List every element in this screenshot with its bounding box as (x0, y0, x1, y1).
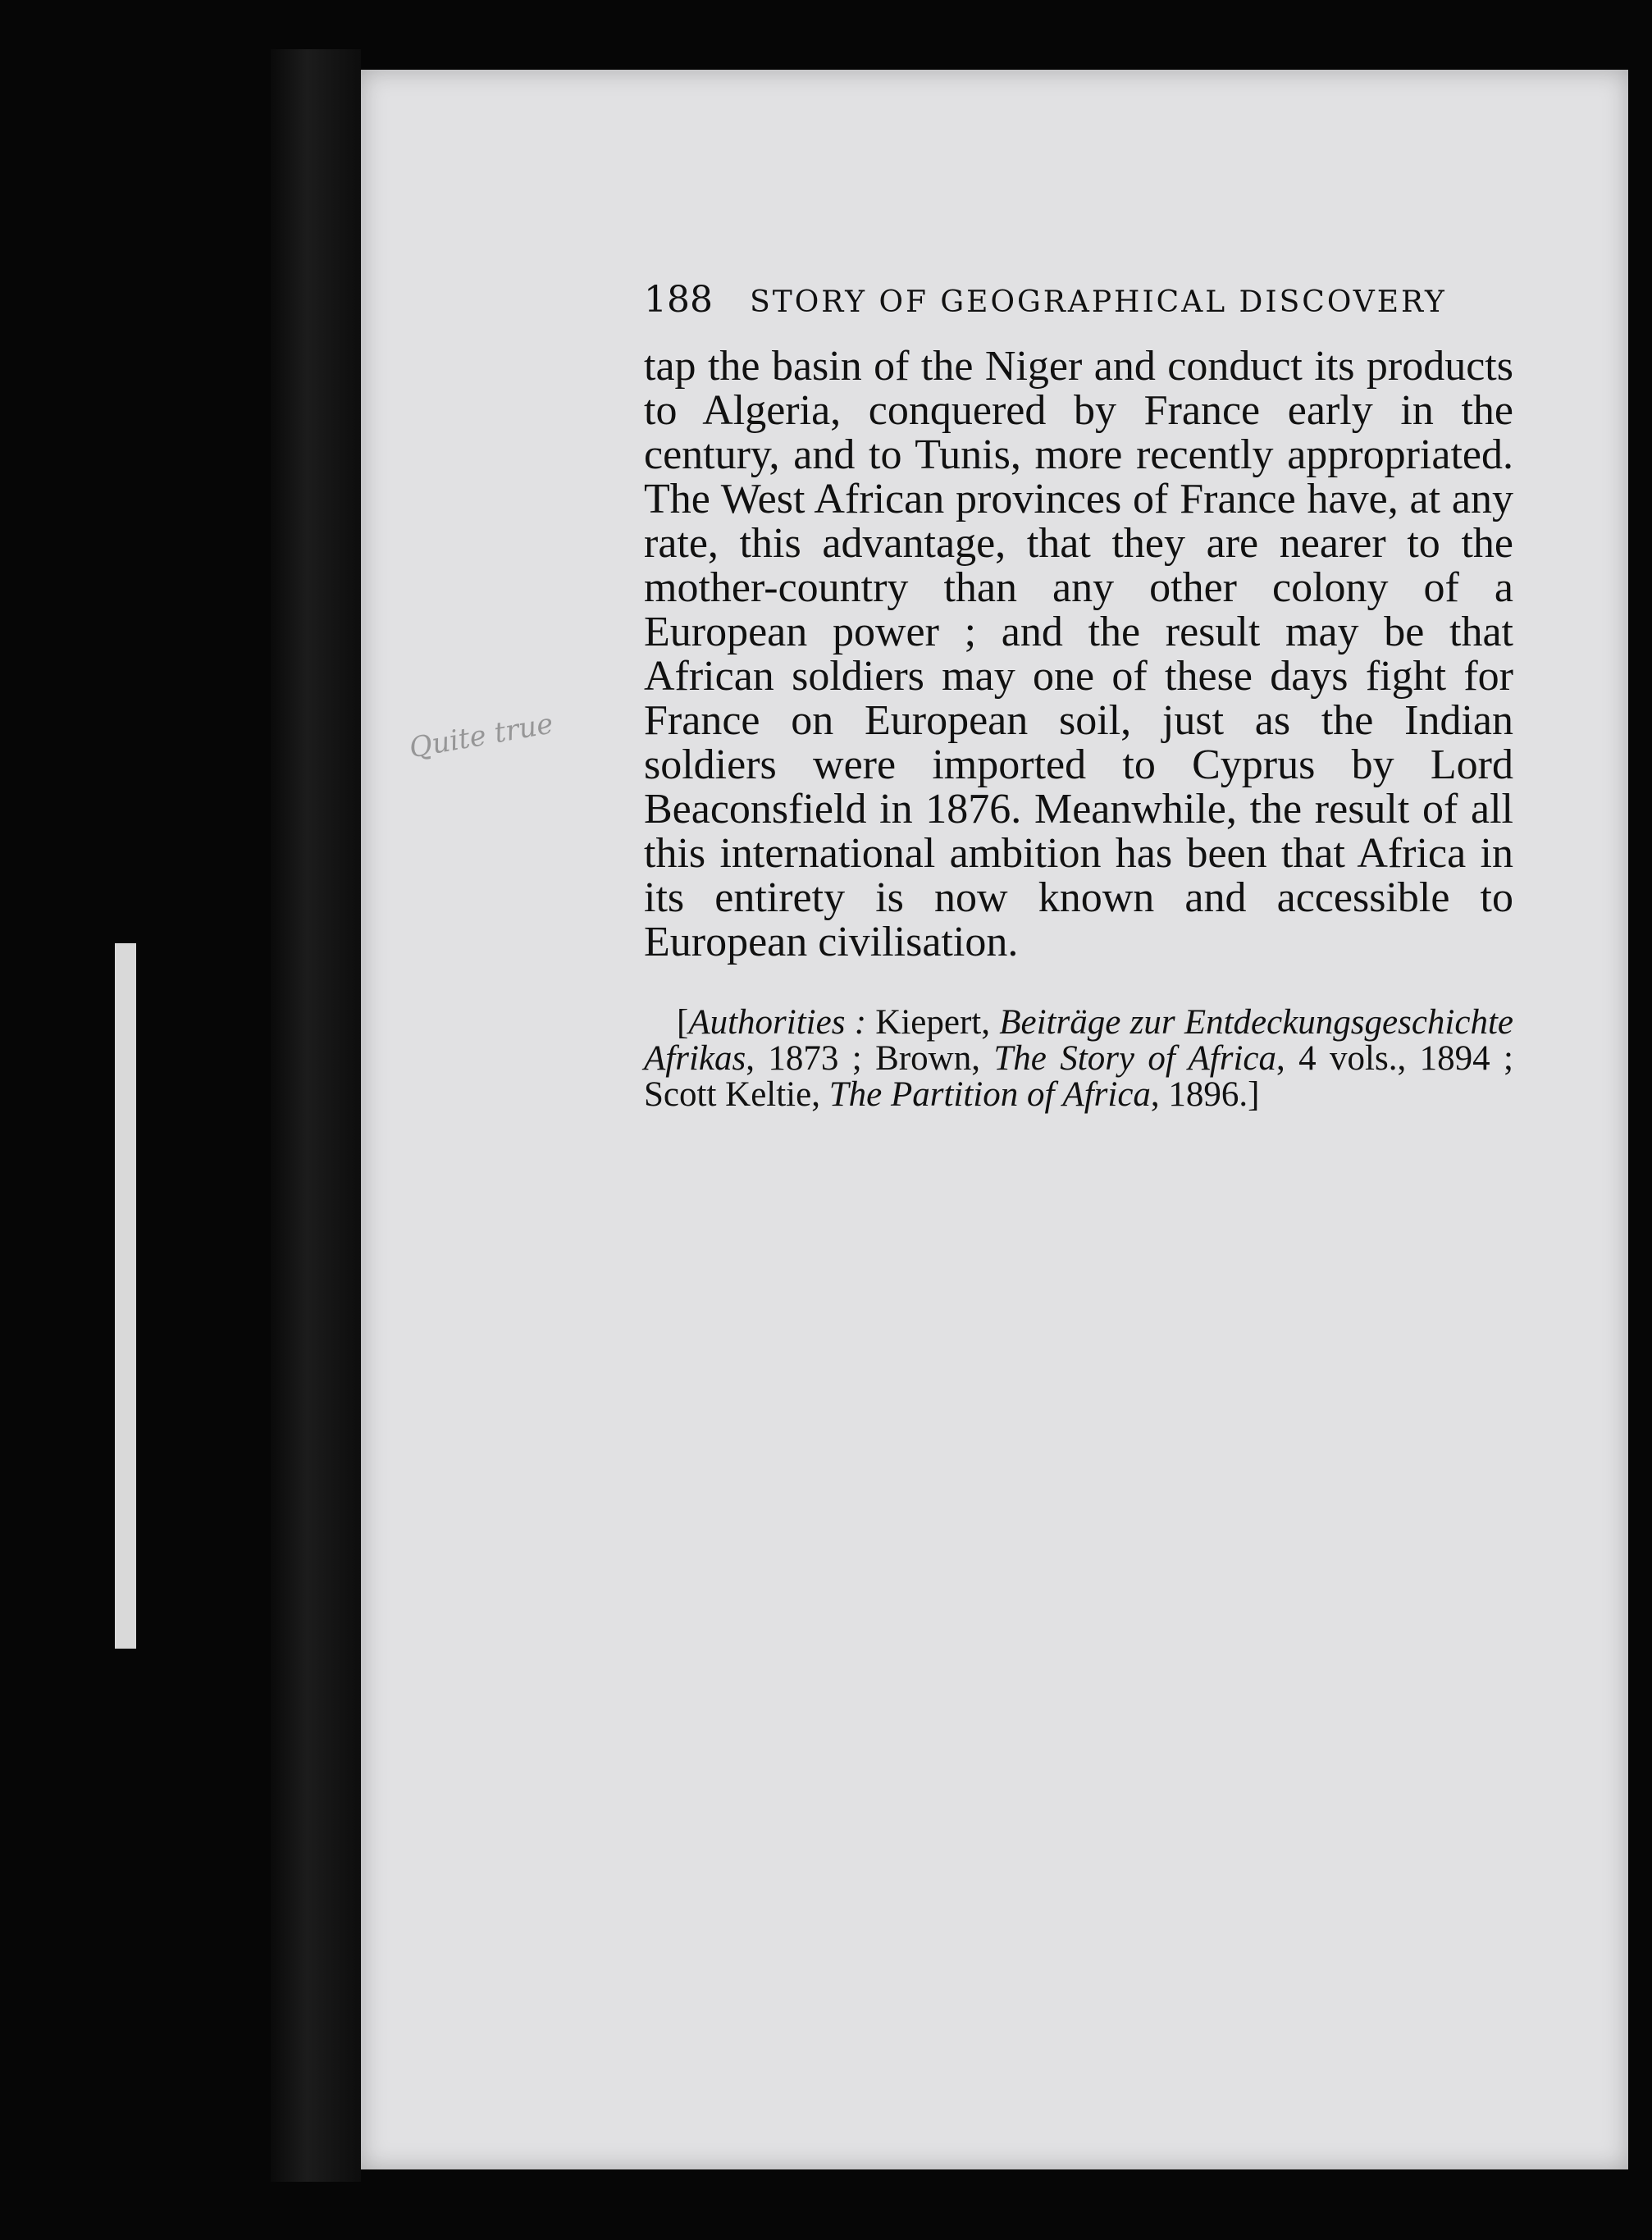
handwritten-margin-note: Quite true (406, 707, 556, 765)
body-text (644, 344, 1513, 965)
book-binding (271, 49, 361, 2182)
authorities-text-3: , 4 vols., 1894 ; Scott Keltie, (644, 1039, 1513, 1114)
running-title: STORY OF GEOGRAPHICAL DISCOVERY (750, 285, 1447, 319)
authorities-text-2: , 1873 ; Brown, (746, 1039, 994, 1078)
authorities-work-1: Beiträge zur Entdeckungsgeschichte Afrikas (644, 1003, 1513, 1078)
authorities-note (644, 1005, 1513, 1113)
page-header (644, 279, 1652, 321)
body-paragraph: tap the basin of the Niger and conduct its products to Algeria, conquered by France early in the century, and to Tunis, more recently appropriated. The West African provinces of France have, at any rate, this advantage, that they are nearer to the mother-country than any other colony of a European power ; and the result may be that African soldiers may one of these days fight for France on European soil, just as the Indian soldiers were imported to Cyprus by Lord Beaconsfield in 1876. Meanwhile, the result of all this international ambition has been that Africa in its entirety is now known and accessible to European civilisation. (644, 343, 1513, 965)
authorities-bracket: [ (677, 1003, 689, 1042)
authorities-text-4: , 1896.] (1150, 1075, 1260, 1114)
authorities-work-3: The Partition of Africa (828, 1075, 1151, 1114)
binding-edge-strip (115, 943, 136, 1649)
authorities-text-1: Kiepert, (866, 1003, 1000, 1042)
authorities-work-2: The Story of Africa (993, 1039, 1276, 1078)
authorities-label: Authorities : (688, 1003, 867, 1042)
page-number: 188 (644, 279, 713, 321)
book-page (361, 70, 1628, 2169)
